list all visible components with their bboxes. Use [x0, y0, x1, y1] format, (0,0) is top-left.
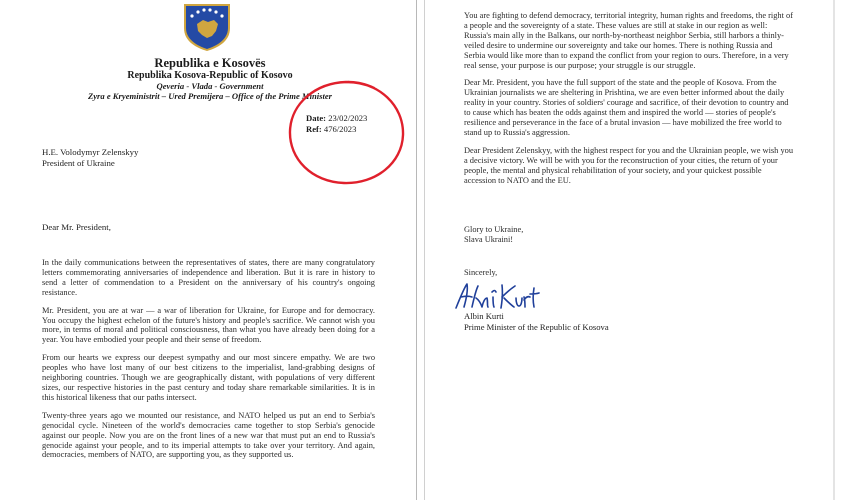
recipient-block — [42, 147, 138, 168]
signer-title: Prime Minister of the Republic of Kosova — [464, 321, 609, 332]
date-value: 23/02/2023 — [328, 113, 368, 123]
kosovo-coat-of-arms-icon — [181, 2, 233, 52]
paragraph: Dear Mr. President, you have the full support of the state and the people of Kosova. From the Ukrainian journalists we are sheltering in Prishtina, we are even better informed about the daily reality in your country. Stories of soldiers' courage and sacrifice, of their devotion to country and to cause which has beaten the odds against them and inspired the world — stories of people's resilience and perseverance in the face of a brutal invasion — have mobilized the free world to stand up to Russia's aggression. — [464, 78, 789, 137]
letterhead — [60, 57, 360, 101]
recipient-title: President of Ukraine — [42, 157, 115, 168]
ref-line — [306, 124, 367, 135]
letterhead-title: Republika e Kosovës — [154, 56, 266, 70]
letter-page-1 — [0, 0, 417, 500]
date-ref-block — [306, 113, 367, 135]
handwritten-signature — [452, 280, 542, 312]
paragraph: Mr. President, you are at war — a war of liberation for Ukraine, for Europe and for democracy. You occupy the highest echelon of the future's history and people's sacrifice. We cannot wish you more, in terms of moral and political consciousness, than what you have already been doing for a year. You have embodied your people and their sense of freedom. — [42, 305, 375, 345]
closing-line-1: Glory to Ukraine, — [464, 225, 524, 234]
paragraph: In the daily communications between the representatives of states, there are many congratulatory letters commemorating anniversaries of independence and liberation. But it is rare in history to send a letter of commendation to a President on the anniversary of his country's ongoing resistance. — [42, 258, 375, 297]
date-line — [306, 113, 367, 124]
letter-body-page-2 — [464, 11, 794, 194]
closing-line-2: Slava Ukraini! — [464, 235, 514, 244]
salutation: Dear Mr. President, — [42, 222, 111, 232]
signer-name: Albin Kurti — [464, 311, 504, 321]
letterhead-office: Zyra e Kryeministrit – Ured Premijera – Office of the Prime Minister — [87, 91, 333, 101]
letterhead-government: Qeveria - Vlada - Government — [156, 81, 264, 91]
paragraph: Twenty-three years ago we mounted our resistance, and NATO helped us put an end to Serbia's genocidal cycle. Nineteen of the world's democracies came together to stop Serbia's genocide against our people. Now you are on the front lines of a new war that must put an end to Russia's genocide against your people, and to its imperial attempts to take over your territory. And again, democracies, members of NATO, are supporting you, as they supported us. — [42, 410, 375, 460]
date-label: Date: — [306, 113, 327, 123]
ref-label: Ref: — [306, 124, 322, 134]
sincerely: Sincerely, — [464, 268, 498, 277]
paragraph: Dear President Zelenskyy, with the highest respect for you and the Ukrainian people, we wish you a decisive victory. We will be with you for the reconstruction of your cities, the return of your people, the mental and physical rehabilitation of your society, and your quickest possible accession to NATO and the EU. — [464, 145, 794, 185]
letterhead-subtitle: Republika Kosova-Republic of Kosovo — [127, 70, 293, 81]
closing-lines — [464, 225, 523, 245]
paragraph: You are fighting to defend democracy, territorial integrity, human rights and freedoms, the right of a people and the sovereignty of a state. These values are still at stake in our region as well: Russia's main ally in the Balkans, our north-by-northeast neighbor Serbia, still harbors a thinly-veiled desire to undermine our sovereignty and take our homes. There is nothing Russia and Serbia would like more than to expand the conflict from your region to ours. Therefore, in a very real sense, your purpose is our purpose; your struggle is our struggle. — [464, 11, 794, 70]
recipient-name: H.E. Volodymyr Zelenskyy — [42, 147, 139, 157]
signer-block — [464, 311, 609, 332]
letter-body-page-1 — [42, 258, 375, 468]
ref-value: 476/2023 — [323, 124, 357, 134]
paragraph: From our hearts we express our deepest sympathy and our most sincere empathy. We are two peoples who have lost many of our best citizens to the imperialist, land-grabbing designs of neighboring countries. Though we are geographically distant, with populations of very different sizes, our respective histories in the past century and today share remarkable similarities. It is in this historical likeness that our paths intersect. — [42, 353, 375, 402]
